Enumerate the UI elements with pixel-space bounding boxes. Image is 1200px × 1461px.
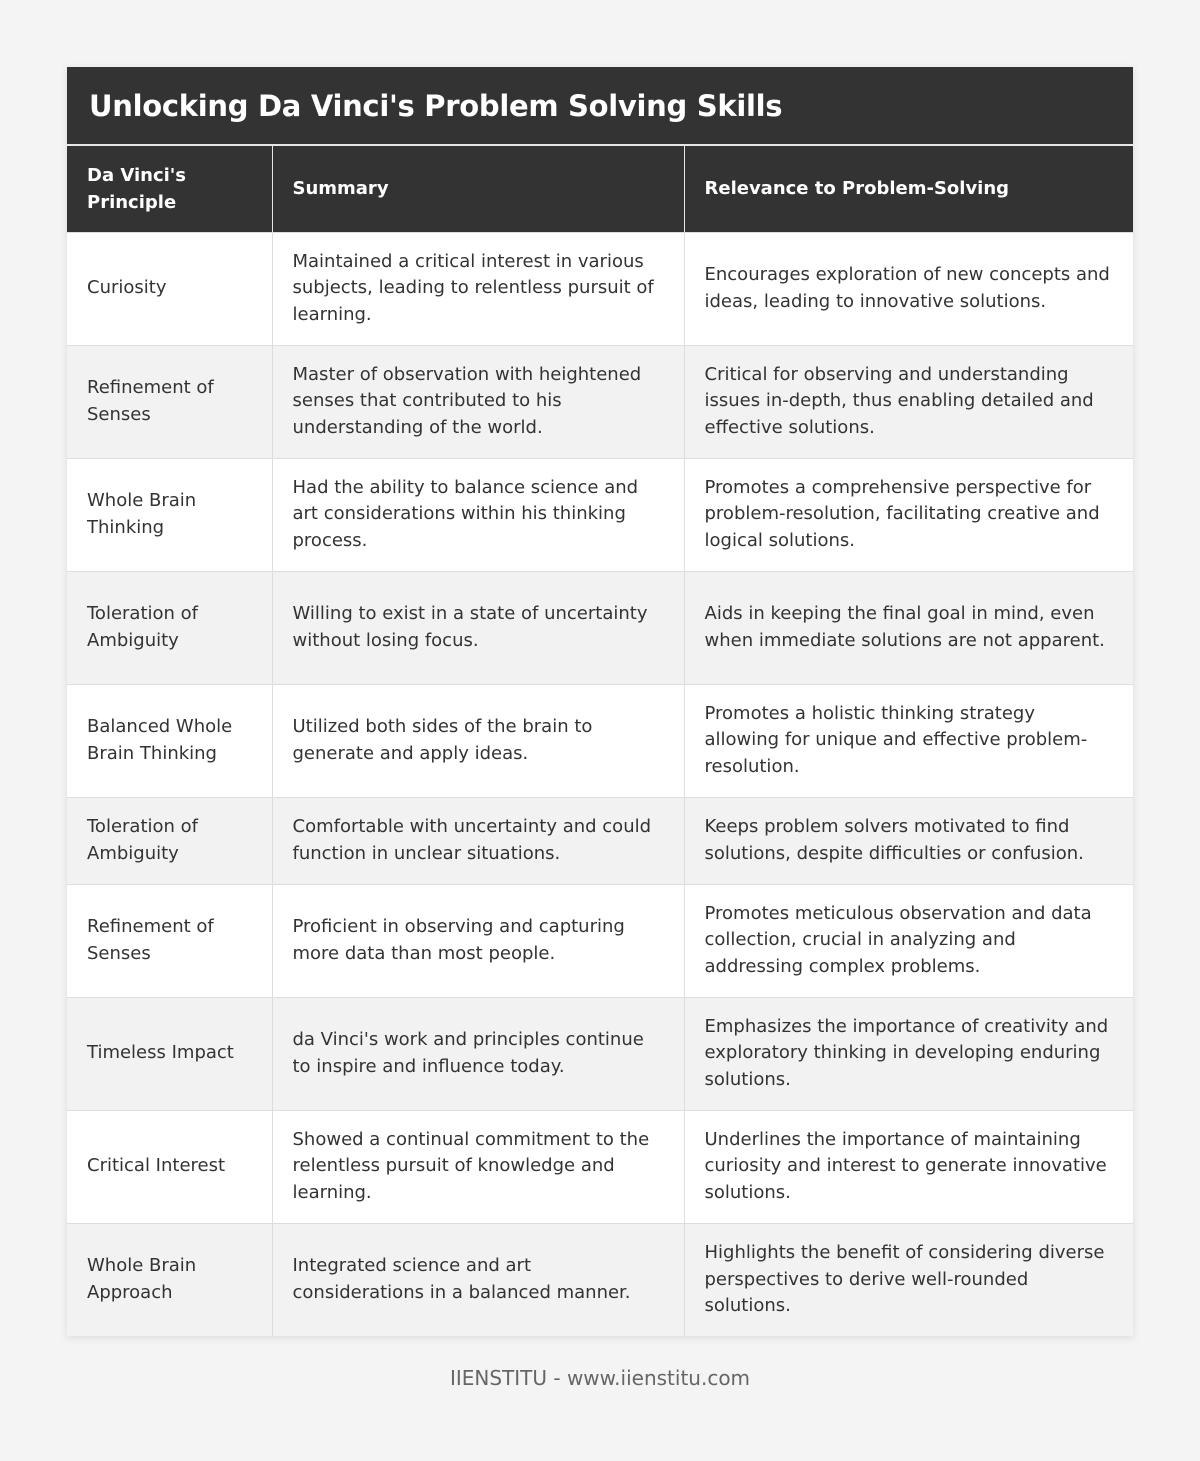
summary-cell: Willing to exist in a state of uncertainty without losing focus. — [272, 571, 684, 684]
principle-cell: Refinement of Senses — [67, 345, 272, 458]
relevance-cell: Emphasizes the importance of creativity and exploratory thinking in developing enduring solutions. — [684, 997, 1133, 1110]
column-header-principle: Da Vinci's Principle — [67, 146, 272, 232]
relevance-cell: Highlights the benefit of considering diverse perspectives to derive well-rounded solutions. — [684, 1223, 1133, 1336]
principle-cell: Timeless Impact — [67, 997, 272, 1110]
summary-cell: Master of observation with heightened senses that contributed to his understanding of the world. — [272, 345, 684, 458]
title-bar — [67, 67, 1133, 146]
principle-cell: Toleration of Ambiguity — [67, 571, 272, 684]
principle-cell: Curiosity — [67, 232, 272, 345]
table-row — [67, 458, 1133, 571]
relevance-cell: Underlines the importance of maintaining curiosity and interest to generate innovative solutions. — [684, 1110, 1133, 1223]
table-card — [67, 67, 1133, 1336]
summary-cell: Had the ability to balance science and art considerations within his thinking process. — [272, 458, 684, 571]
summary-cell: Utilized both sides of the brain to generate and apply ideas. — [272, 684, 684, 797]
principle-cell: Whole Brain Thinking — [67, 458, 272, 571]
table-row — [67, 1223, 1133, 1336]
summary-cell: Proficient in observing and capturing more data than most people. — [272, 884, 684, 997]
principle-cell: Refinement of Senses — [67, 884, 272, 997]
table-row — [67, 684, 1133, 797]
footer-credit: IIENSTITU - www.iienstitu.com — [449, 1366, 751, 1390]
column-header-relevance: Relevance to Problem-Solving — [684, 146, 1133, 232]
table-row — [67, 232, 1133, 345]
relevance-cell: Aids in keeping the final goal in mind, even when immediate solutions are not apparent. — [684, 571, 1133, 684]
relevance-cell: Keeps problem solvers motivated to find solutions, despite difficulties or confusion. — [684, 797, 1133, 884]
principle-cell: Balanced Whole Brain Thinking — [67, 684, 272, 797]
principles-table — [67, 146, 1133, 1336]
summary-cell: Maintained a critical interest in various subjects, leading to relentless pursuit of learning. — [272, 232, 684, 345]
relevance-cell: Promotes meticulous observation and data collection, crucial in analyzing and addressing complex problems. — [684, 884, 1133, 997]
principle-cell: Whole Brain Approach — [67, 1223, 272, 1336]
table-row — [67, 1110, 1133, 1223]
table-row — [67, 797, 1133, 884]
summary-cell: Showed a continual commitment to the relentless pursuit of knowledge and learning. — [272, 1110, 684, 1223]
page-title: Unlocking Da Vinci's Problem Solving Skills — [89, 88, 783, 123]
relevance-cell: Critical for observing and understanding issues in-depth, thus enabling detailed and effective solutions. — [684, 345, 1133, 458]
summary-cell: da Vinci's work and principles continue to inspire and influence today. — [272, 997, 684, 1110]
principle-cell: Toleration of Ambiguity — [67, 797, 272, 884]
principle-cell: Critical Interest — [67, 1110, 272, 1223]
column-header-summary: Summary — [272, 146, 684, 232]
table-row — [67, 571, 1133, 684]
table-header-row — [67, 146, 1133, 232]
relevance-cell: Encourages exploration of new concepts and ideas, leading to innovative solutions. — [684, 232, 1133, 345]
table-row — [67, 884, 1133, 997]
table-row — [67, 345, 1133, 458]
relevance-cell: Promotes a holistic thinking strategy allowing for unique and effective problem-resolution. — [684, 684, 1133, 797]
relevance-cell: Promotes a comprehensive perspective for problem-resolution, facilitating creative and logical solutions. — [684, 458, 1133, 571]
summary-cell: Comfortable with uncertainty and could function in unclear situations. — [272, 797, 684, 884]
table-row — [67, 997, 1133, 1110]
summary-cell: Integrated science and art considerations in a balanced manner. — [272, 1223, 684, 1336]
